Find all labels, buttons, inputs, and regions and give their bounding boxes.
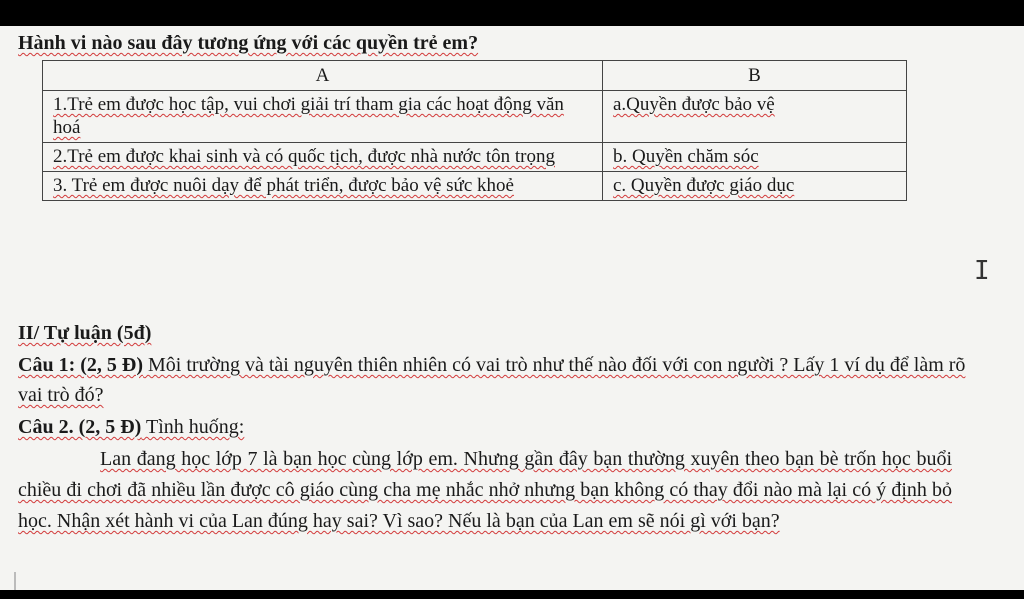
question-2-text: Tình huống:: [141, 416, 245, 438]
question-2-label: Câu 2. (2, 5 Đ): [18, 416, 142, 438]
question-1-text: Môi trường và tài nguyên thiên nhiên có vai trò như thế nào đối với con người ? Lấy 1 ví dụ để làm rõ vai trò đó?: [18, 354, 966, 406]
table-row: [43, 91, 907, 143]
matching-question-heading: Hành vi nào sau đây tương ứng với các quyền trẻ em?: [18, 32, 479, 54]
table-header-row: [43, 61, 907, 91]
document-page: [0, 26, 1024, 590]
table-row: [43, 172, 907, 201]
table-cell-b: b. Quyền chăm sóc: [603, 143, 907, 172]
column-header-b: B: [603, 61, 907, 91]
question-2: [18, 412, 968, 442]
question-1-label: Câu 1: (2, 5 Đ): [18, 354, 143, 376]
text-cursor-icon: I: [974, 256, 990, 286]
page-edge-divider: [14, 572, 16, 590]
table-cell-b: c. Quyền được giáo dục: [603, 172, 907, 201]
section-title: II/ Tự luận (5đ): [18, 322, 152, 344]
question-1: [18, 350, 968, 410]
table-cell-b: a.Quyền được bảo vệ: [603, 91, 907, 143]
table-cell-a: 2.Trẻ em được khai sinh và có quốc tịch, được nhà nước tôn trọng: [43, 143, 603, 172]
table-cell-a: 1.Trẻ em được học tập, vui chơi giải trí tham gia các hoạt động văn hoá: [43, 91, 603, 143]
table-cell-a: 3. Trẻ em được nuôi dạy để phát triển, được bảo vệ sức khoẻ: [43, 172, 603, 201]
column-header-a: A: [43, 61, 603, 91]
table-row: [43, 143, 907, 172]
situation-paragraph: Lan đang học lớp 7 là bạn học cùng lớp em. Nhưng gần đây bạn thường xuyên theo bạn bè trốn học buổi chiều đi chơi đã nhiều lần được cô giáo cùng cha mẹ nhắc nhở nhưng bạn không có thay đổi nào mà lại có ý định bỏ học. Nhận xét hành vi của Lan đúng hay sai? Vì sao? Nếu là bạn của Lan em sẽ nói gì với bạn?: [18, 448, 952, 532]
matching-table: [42, 60, 907, 201]
